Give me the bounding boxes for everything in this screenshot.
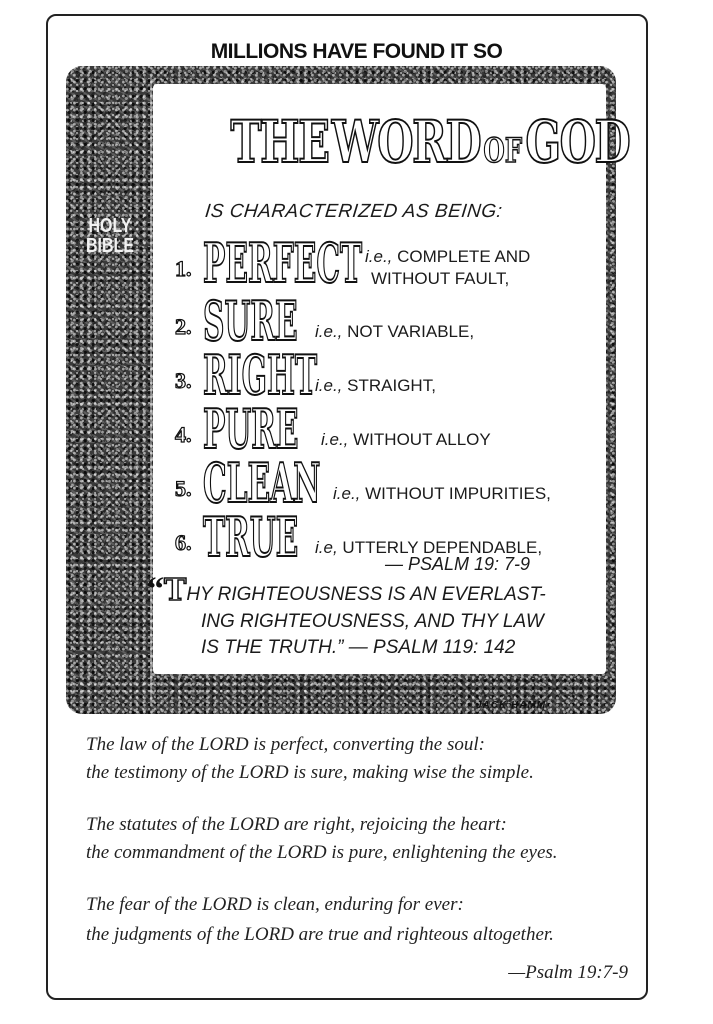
item-word: PERFECT xyxy=(203,231,363,295)
ie-label: i.e., xyxy=(365,247,393,266)
page-title xyxy=(153,108,630,176)
item-meaning xyxy=(321,430,491,450)
item-meaning xyxy=(365,246,530,290)
list-item xyxy=(175,289,605,353)
quote-line2: ING RIGHTEOUSNESS, AND THY LAW xyxy=(201,611,544,632)
list-item xyxy=(175,343,605,407)
item-meaning-text: WITHOUT ALLOY xyxy=(353,430,491,449)
ie-label: i.e., xyxy=(315,376,343,395)
ie-label: i.e., xyxy=(315,322,343,341)
verse-line: The statutes of the LORD are right, rejoicing the heart: xyxy=(86,814,507,835)
artist-signature: JACK HAMM xyxy=(476,700,547,711)
item-meaning-text: UTTERLY DEPENDABLE, xyxy=(342,538,543,557)
item-word: PURE xyxy=(203,397,299,461)
title-word: WORD xyxy=(331,108,481,176)
item-number: 3. xyxy=(175,368,192,393)
verse-line: the commandment of the LORD is pure, enlightening the eyes. xyxy=(86,842,558,863)
item-meaning-text: STRAIGHT, xyxy=(347,376,436,395)
verse-line: The fear of the LORD is clean, enduring for ever: xyxy=(86,894,464,915)
verse-reference: —Psalm 19:7-9 xyxy=(508,962,628,983)
item-meaning-line1: COMPLETE AND xyxy=(397,247,531,266)
subtitle: IS CHARACTERIZED AS BEING: xyxy=(203,201,504,222)
ie-label: i.e., xyxy=(321,430,349,449)
quote-line3: IS THE TRUTH.” — PSALM 119: 142 xyxy=(201,637,516,658)
spine-label-line1: HOLY xyxy=(88,215,132,237)
ie-label: i.e., xyxy=(333,484,361,503)
spine-label-line2: BIBLE xyxy=(86,235,134,257)
quote-line1-text: HY RIGHTEOUSNESS IS AN EVERLAST- xyxy=(186,584,546,605)
item-number: 5. xyxy=(175,476,192,501)
item-meaning-text: NOT VARIABLE, xyxy=(347,322,475,341)
item-meaning xyxy=(315,322,474,342)
spine-label xyxy=(80,216,141,256)
quote-line1 xyxy=(147,571,546,608)
item-number: 1. xyxy=(175,256,192,281)
item-word: TRUE xyxy=(203,505,299,569)
item-meaning-text: WITHOUT IMPURITIES, xyxy=(365,484,551,503)
item-meaning xyxy=(315,376,436,396)
verse-line: the judgments of the LORD are true and righteous altogether. xyxy=(86,924,554,945)
item-meaning xyxy=(333,484,551,504)
item-number: 6. xyxy=(175,530,192,555)
title-god: GOD xyxy=(525,108,630,176)
ie-label: i.e, xyxy=(315,538,338,557)
verse-line: the testimony of the LORD is sure, making wise the simple. xyxy=(86,762,534,783)
item-number: 4. xyxy=(175,422,192,447)
list-item xyxy=(175,397,605,461)
item-word: SURE xyxy=(203,289,298,353)
spine-divider xyxy=(150,76,152,704)
quote-initial: T xyxy=(164,573,187,608)
verse-line: The law of the LORD is perfect, converting the soul: xyxy=(86,734,485,755)
title-the: THE xyxy=(230,108,329,176)
open-quote-mark: “ xyxy=(147,571,164,608)
item-meaning-line2: WITHOUT FAULT, xyxy=(371,269,510,288)
headline: MILLIONS HAVE FOUND IT SO xyxy=(210,40,503,63)
title-of: OF xyxy=(483,131,523,171)
item-word: CLEAN xyxy=(203,451,321,515)
list-item xyxy=(175,231,605,295)
content-panel xyxy=(147,84,630,674)
list-item xyxy=(175,451,605,515)
item-word: RIGHT xyxy=(203,343,318,407)
psalm-reference: — PSALM 19: 7-9 xyxy=(385,554,531,574)
item-number: 2. xyxy=(175,314,192,339)
